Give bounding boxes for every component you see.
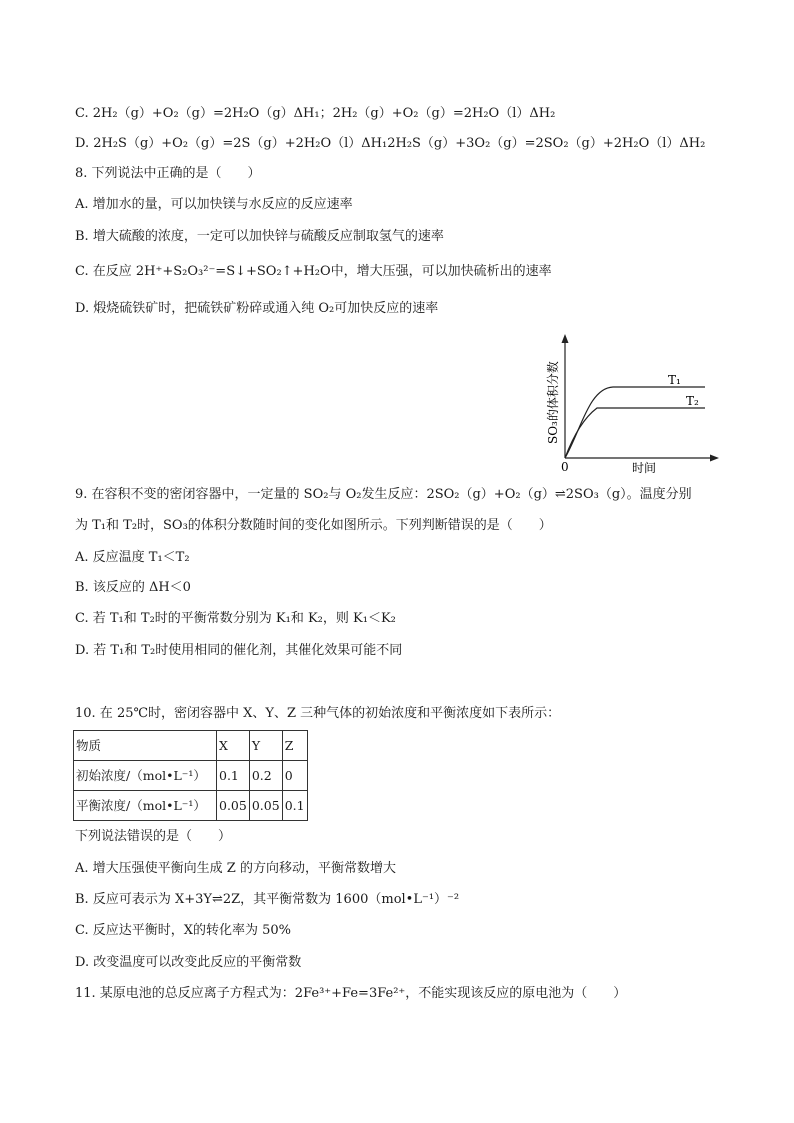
q10-option-d: D. 改变温度可以改变此反应的平衡常数 bbox=[75, 955, 302, 970]
table-cell: 0.2 bbox=[249, 761, 282, 791]
curve-t1-label: T₁ bbox=[668, 373, 681, 387]
table-cell: 0.05 bbox=[217, 791, 250, 821]
q9-stem-line2: 为 T₁和 T₂时，SO₃的体积分数随时间的变化如图所示。下列判断错误的是（ ） bbox=[75, 518, 552, 533]
x-axis-arrow bbox=[710, 455, 719, 462]
curve-t2 bbox=[565, 408, 705, 458]
q7-option-c: C. 2H₂（g）+O₂（g）=2H₂O（g）ΔH₁；2H₂（g）+O₂（g）=2H₂O（l）ΔH₂ bbox=[75, 106, 556, 121]
table-header-row bbox=[74, 731, 308, 761]
q10-prompt: 下列说法错误的是（ ） bbox=[75, 829, 232, 844]
q9-stem-line1: 9. 在容积不变的密闭容器中，一定量的 SO₂与 O₂发生反应：2SO₂（g）+O₂（g）⇌2SO₃（g）。温度分别 bbox=[75, 487, 692, 502]
table-header-cell: Z bbox=[282, 731, 307, 761]
q10-option-a: A. 增大压强使平衡向生成 Z 的方向移动，平衡常数增大 bbox=[75, 861, 396, 876]
q8-option-d: D. 煅烧硫铁矿时，把硫铁矿粉碎或通入纯 O₂可加快反应的速率 bbox=[75, 301, 439, 316]
table-cell: 平衡浓度/（mol•L⁻¹） bbox=[74, 791, 217, 821]
q9-option-a: A. 反应温度 T₁＜T₂ bbox=[75, 550, 190, 565]
table-cell: 0.1 bbox=[217, 761, 250, 791]
table-row bbox=[74, 791, 308, 821]
table-cell: 0.05 bbox=[249, 791, 282, 821]
q10-stem: 10. 在 25℃时，密闭容器中 X、Y、Z 三种气体的初始浓度和平衡浓度如下表所示： bbox=[75, 706, 561, 721]
y-axis-arrow bbox=[562, 334, 569, 343]
curve-t1 bbox=[565, 387, 705, 458]
y-axis-label: SO₃的体积分数 bbox=[546, 361, 560, 444]
q9-option-b: B. 该反应的 ΔH＜0 bbox=[75, 580, 191, 595]
q10-option-c: C. 反应达平衡时，X的转化率为 50% bbox=[75, 923, 292, 938]
table-row bbox=[74, 761, 308, 791]
q8-option-a: A. 增加水的量，可以加快镁与水反应的反应速率 bbox=[75, 197, 353, 212]
q9-option-c: C. 若 T₁和 T₂时的平衡常数分别为 K₁和 K₂，则 K₁＜K₂ bbox=[75, 611, 396, 626]
table-header-cell: Y bbox=[249, 731, 282, 761]
q7-option-d: D. 2H₂S（g）+O₂（g）=2S（g）+2H₂O（l）ΔH₁2H₂S（g）+3O₂（g）=2SO₂（g）+2H₂O（l）ΔH₂ bbox=[75, 136, 706, 151]
q11-stem: 11. 某原电池的总反应离子方程式为：2Fe³⁺+Fe=3Fe²⁺，不能实现该反应的原电池为（ ） bbox=[75, 986, 627, 1001]
table-cell: 0 bbox=[282, 761, 307, 791]
q8-option-b: B. 增大硫酸的浓度，一定可以加快锌与硫酸反应制取氢气的速率 bbox=[75, 229, 444, 244]
so3-fraction-time-figure bbox=[545, 330, 725, 478]
curve-t2-label: T₂ bbox=[686, 394, 699, 408]
table-header-cell: X bbox=[217, 731, 250, 761]
q10-option-b: B. 反应可表示为 X+3Y⇌2Z，其平衡常数为 1600（mol•L⁻¹）⁻² bbox=[75, 892, 460, 907]
q9-option-d: D. 若 T₁和 T₂时使用相同的催化剂，其催化效果可能不同 bbox=[75, 643, 403, 658]
q8-stem: 8. 下列说法中正确的是（ ） bbox=[75, 166, 261, 181]
origin-label: 0 bbox=[561, 460, 569, 474]
table-cell: 0.1 bbox=[282, 791, 307, 821]
q8-option-c: C. 在反应 2H⁺+S₂O₃²⁻=S↓+SO₂↑+H₂O中，增大压强，可以加快硫析出的速率 bbox=[75, 264, 552, 279]
table-header-cell: 物质 bbox=[74, 731, 217, 761]
x-axis-label: 时间 bbox=[632, 461, 657, 475]
concentration-table bbox=[73, 730, 308, 821]
table-cell: 初始浓度/（mol•L⁻¹） bbox=[74, 761, 217, 791]
